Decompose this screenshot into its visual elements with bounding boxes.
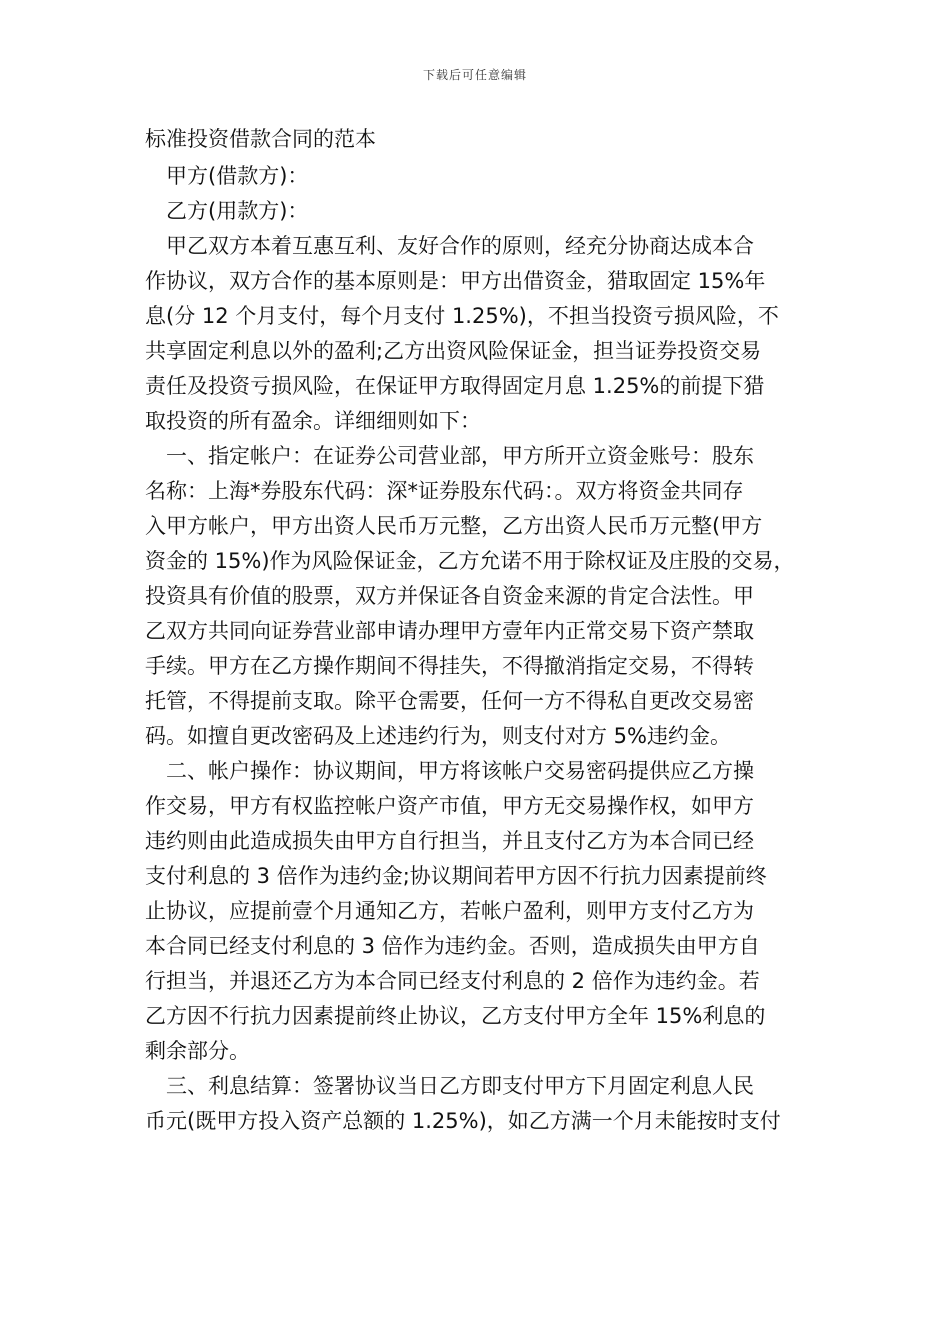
paragraph-line: 乙方因不行抗力因素提前终止协议，乙方支付甲方全年 15%利息的: [145, 1004, 766, 1028]
paragraph-line: 支付利息的 3 倍作为违约金;协议期间若甲方因不行抗力因素提前终: [145, 864, 767, 888]
party-b-line: 乙方(用款方)：: [166, 199, 309, 223]
paragraph-line: 违约则由此造成损失由甲方自行担当，并且支付乙方为本合同已经: [145, 829, 754, 853]
party-a-line: 甲方(借款方)：: [166, 164, 309, 188]
document-body: [145, 122, 805, 1139]
paragraph-line: 一、指定帐户：在证券公司营业部，甲方所开立资金账号：股东: [166, 444, 754, 468]
paragraph-line: 名称：上海*券股东代码：深*证券股东代码：。双方将资金共同存: [145, 479, 744, 503]
paragraph-line: 共享固定利息以外的盈利;乙方出资风险保证金，担当证券投资交易: [145, 339, 762, 363]
paragraph-line: 资金的 15%)作为风险保证金，乙方允诺不用于除权证及庄股的交易，: [145, 549, 795, 573]
paragraph-line: 三、利息结算：签署协议当日乙方即支付甲方下月固定利息人民: [166, 1074, 754, 1098]
paragraph-line: 本合同已经支付利息的 3 倍作为违约金。否则，造成损失由甲方自: [145, 934, 760, 958]
paragraph-line: 币元(既甲方投入资产总额的 1.25%)，如乙方满一个月未能按时支付: [145, 1109, 781, 1133]
document-title: 标准投资借款合同的范本: [145, 127, 376, 151]
paragraph-line: 投资具有价值的股票，双方并保证各自资金来源的肯定合法性。甲: [145, 584, 754, 608]
paragraph-line: 止协议，应提前壹个月通知乙方，若帐户盈利，则甲方支付乙方为: [145, 899, 754, 923]
paragraph-line: 手续。甲方在乙方操作期间不得挂失，不得撤消指定交易，不得转: [145, 654, 754, 678]
paragraph-line: 托管，不得提前支取。除平仓需要，任何一方不得私自更改交易密: [145, 689, 754, 713]
paragraph-line: 行担当，并退还乙方为本合同已经支付利息的 2 倍作为违约金。若: [145, 969, 760, 993]
paragraph-line: 责任及投资亏损风险，在保证甲方取得固定月息 1.25%的前提下猎: [145, 374, 765, 398]
paragraph-line: 作协议，双方合作的基本原则是：甲方出借资金，猎取固定 15%年: [145, 269, 766, 293]
paragraph-line: 乙双方共同向证券营业部申请办理甲方壹年内正常交易下资产禁取: [145, 619, 754, 643]
paragraph-line: 甲乙双方本着互惠互利、友好合作的原则，经充分协商达成本合: [166, 234, 754, 258]
paragraph-line: 取投资的所有盈余。详细细则如下：: [145, 409, 481, 433]
paragraph-line: 码。如擅自更改密码及上述违约行为，则支付对方 5%违约金。: [145, 724, 731, 748]
paragraph-line: 二、帐户操作：协议期间，甲方将该帐户交易密码提供应乙方操: [166, 759, 754, 783]
paragraph-line: 作交易，甲方有权监控帐户资产市值，甲方无交易操作权，如甲方: [145, 794, 754, 818]
header-note: 下载后可任意编辑: [422, 68, 527, 82]
paragraph-line: 入甲方帐户，甲方出资人民币万元整，乙方出资人民币万元整(甲方: [145, 514, 763, 538]
paragraph-line: 息(分 12 个月支付，每个月支付 1.25%)，不担当投资亏损风险，不: [145, 304, 779, 328]
paragraph-line: 剩余部分。: [145, 1039, 250, 1063]
